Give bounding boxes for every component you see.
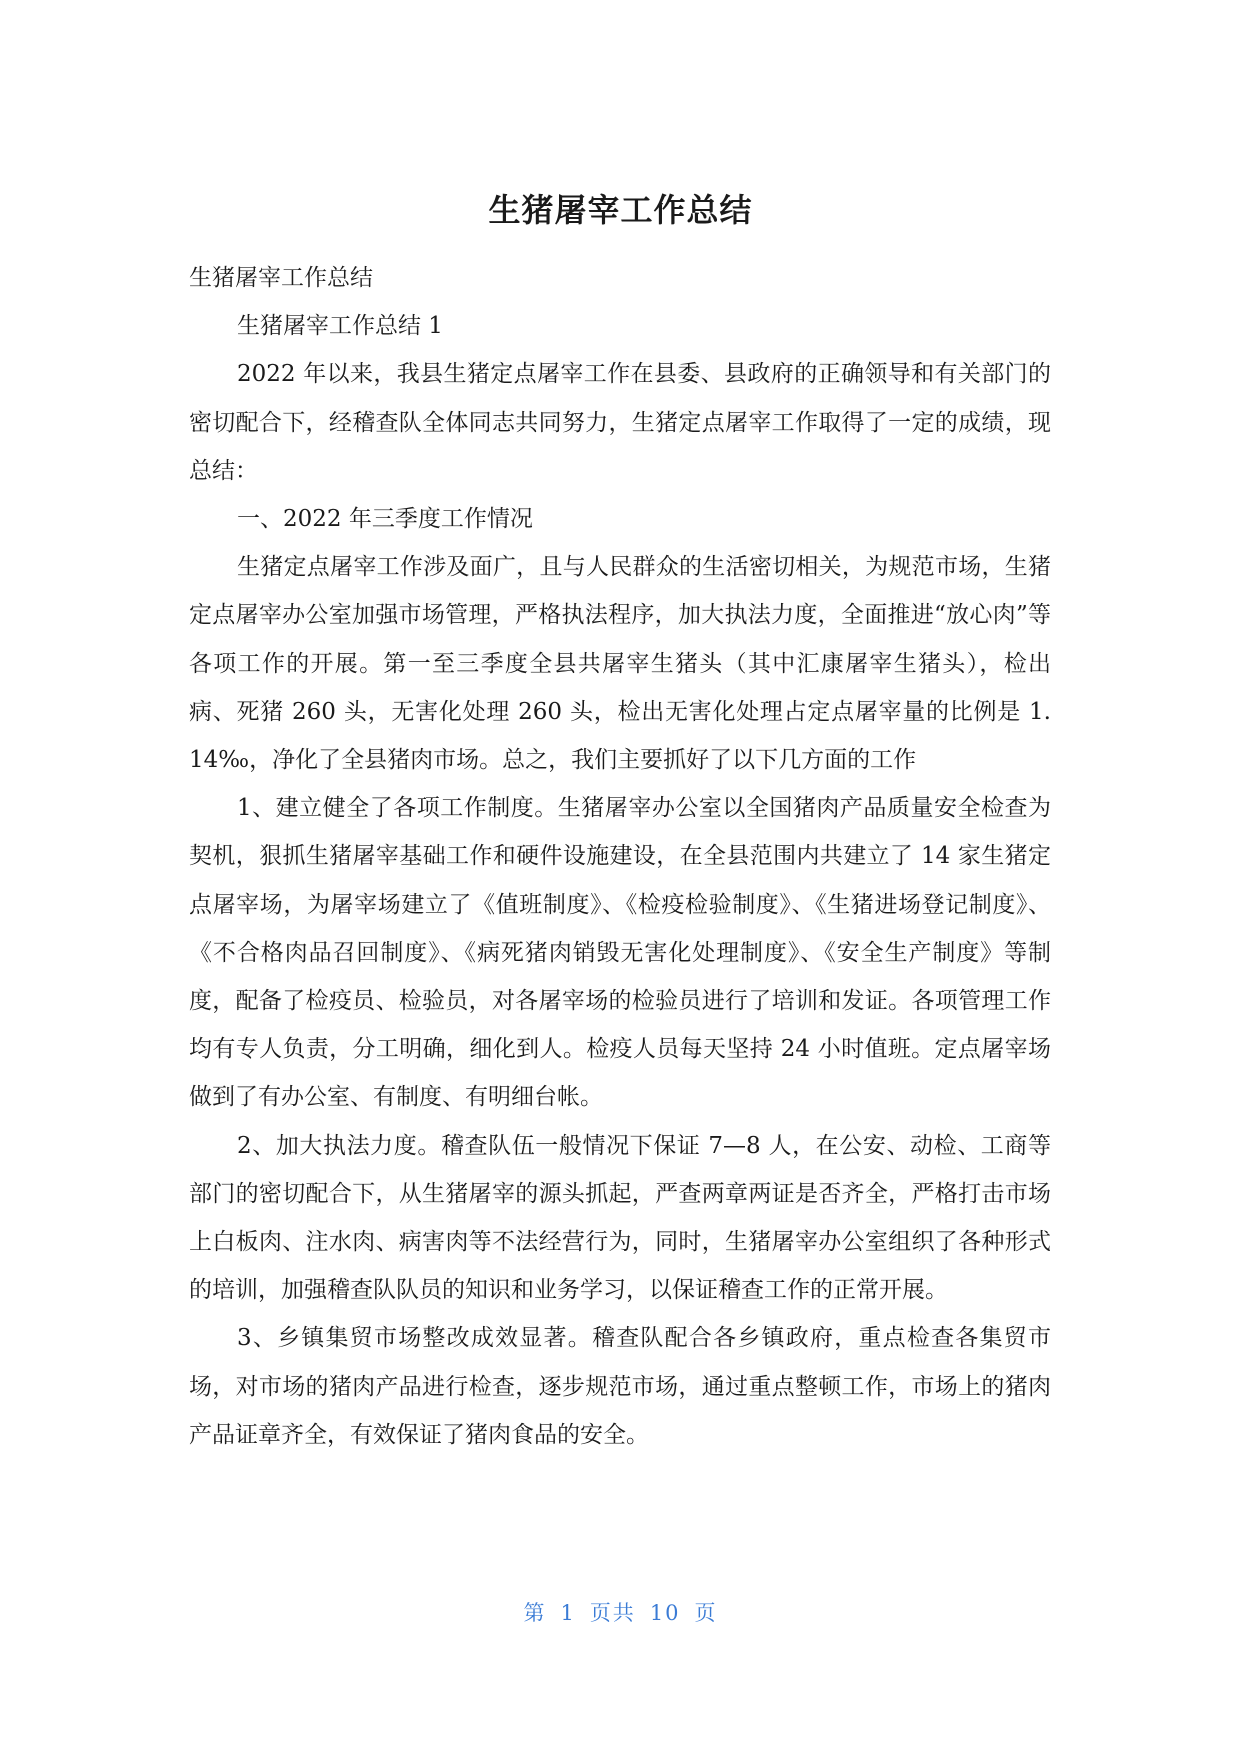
footer-middle: 页共	[589, 1601, 636, 1625]
footer-suffix: 页	[694, 1601, 718, 1625]
current-page-number: 1	[560, 1601, 576, 1625]
footer-prefix: 第	[523, 1601, 547, 1625]
document-body	[189, 254, 1051, 1459]
subtitle-paragraph: 生猪屠宰工作总结	[189, 265, 373, 291]
body-paragraph: 生猪定点屠宰工作涉及面广，且与人民群众的生活密切相关，为规范市场，生猪定点屠宰办公室加强市场管理，严格执法程序，加大执法力度，全面推进“放心肉”等各项工作的开展。第一至三季度全县共屠宰生猪头（其中汇康屠宰生猪头），检出病、死猪 260 头，无害化处理 260 头，检出无害化处理占定点屠宰量的比例是 1. 14‰，净化了全县猪肉市场。总之，我们主要抓好了以下几方面的工作	[189, 554, 1051, 774]
section-heading: 生猪屠宰工作总结 1	[237, 313, 443, 340]
page-footer	[0, 1598, 1241, 1628]
body-paragraph: 2、加大执法力度。稽查队伍一般情况下保证 7—8 人，在公安、动检、工商等部门的密切配合下，从生猪屠宰的源头抓起，严查两章两证是否齐全，严格打击市场上白板肉、注水肉、病害肉等不法经营行为，同时，生猪屠宰办公室组织了各种形式的培训，加强稽查队队员的知识和业务学习，以保证稽查工作的正常开展。	[189, 1132, 1051, 1304]
body-paragraph: 3、乡镇集贸市场整改成效显著。稽查队配合各乡镇政府，重点检查各集贸市场，对市场的猪肉产品进行检查，逐步规范市场，通过重点整顿工作，市场上的猪肉产品证章齐全，有效保证了猪肉食品的安全。	[189, 1325, 1051, 1448]
section-heading: 一、2022 年三季度工作情况	[237, 506, 533, 533]
total-pages-number: 10	[649, 1601, 681, 1625]
body-paragraph: 2022 年以来，我县生猪定点屠宰工作在县委、县政府的正确领导和有关部门的密切配合下，经稽查队全体同志共同努力，生猪定点屠宰工作取得了一定的成绩，现总结：	[189, 361, 1051, 484]
body-paragraph: 1、建立健全了各项工作制度。生猪屠宰办公室以全国猪肉产品质量安全检查为契机，狠抓生猪屠宰基础工作和硬件设施建设，在全县范围内共建立了 14 家生猪定点屠宰场，为屠宰场建立了《值班制度》、《检疫检验制度》、《生猪进场登记制度》、《不合格肉品召回制度》、《病死猪肉销毁无害化处理制度》、《安全生产制度》等制度，配备了检疫员、检验员，对各屠宰场的检验员进行了培训和发证。各项管理工作均有专人负责，分工明确，细化到人。检疫人员每天坚持 24 小时值班。定点屠宰场做到了有办公室、有制度、有明细台帐。	[189, 795, 1051, 1111]
document-title: 生猪屠宰工作总结	[488, 191, 753, 229]
